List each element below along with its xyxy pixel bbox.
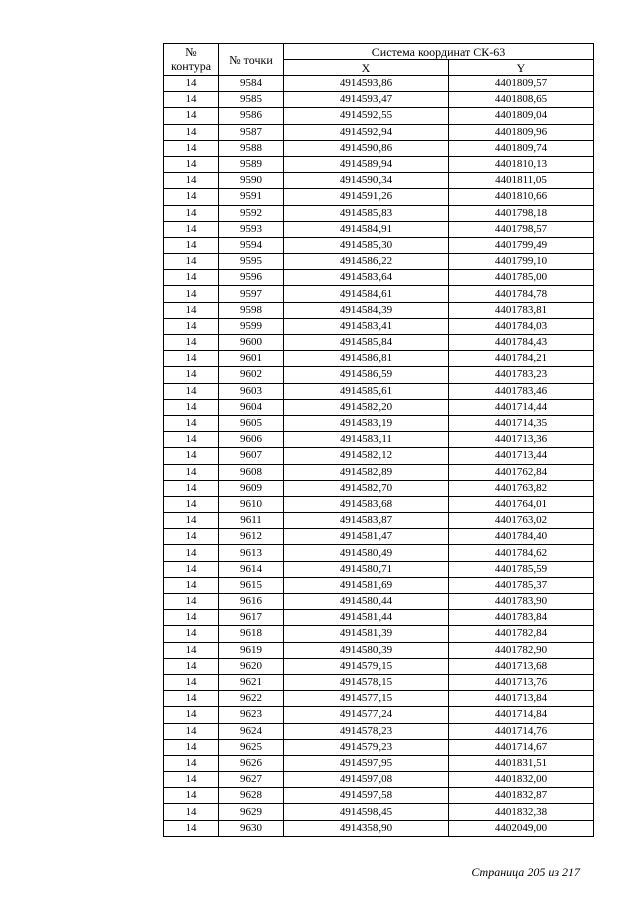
cell-contour: 14 bbox=[164, 642, 219, 658]
cell-point: 9600 bbox=[219, 335, 284, 351]
cell-contour: 14 bbox=[164, 577, 219, 593]
table-row bbox=[164, 383, 594, 399]
cell-point: 9621 bbox=[219, 674, 284, 690]
cell-x: 4914358,90 bbox=[284, 820, 449, 836]
cell-x: 4914597,95 bbox=[284, 755, 449, 771]
cell-x: 4914585,83 bbox=[284, 205, 449, 221]
cell-y: 4402049,00 bbox=[449, 820, 594, 836]
cell-point: 9588 bbox=[219, 140, 284, 156]
cell-point: 9608 bbox=[219, 464, 284, 480]
cell-y: 4401713,36 bbox=[449, 432, 594, 448]
table-row bbox=[164, 302, 594, 318]
table-header bbox=[164, 44, 594, 76]
cell-y: 4401799,10 bbox=[449, 254, 594, 270]
cell-y: 4401713,44 bbox=[449, 448, 594, 464]
cell-y: 4401811,05 bbox=[449, 173, 594, 189]
cell-point: 9616 bbox=[219, 594, 284, 610]
page-number: 205 bbox=[527, 865, 546, 879]
table-row bbox=[164, 173, 594, 189]
cell-point: 9591 bbox=[219, 189, 284, 205]
cell-x: 4914590,34 bbox=[284, 173, 449, 189]
cell-contour: 14 bbox=[164, 383, 219, 399]
table-row bbox=[164, 577, 594, 593]
cell-x: 4914583,11 bbox=[284, 432, 449, 448]
cell-y: 4401713,68 bbox=[449, 658, 594, 674]
cell-contour: 14 bbox=[164, 76, 219, 92]
cell-contour: 14 bbox=[164, 496, 219, 512]
cell-contour: 14 bbox=[164, 772, 219, 788]
cell-y: 4401783,23 bbox=[449, 367, 594, 383]
cell-y: 4401783,46 bbox=[449, 383, 594, 399]
cell-y: 4401810,66 bbox=[449, 189, 594, 205]
cell-point: 9598 bbox=[219, 302, 284, 318]
cell-point: 9618 bbox=[219, 626, 284, 642]
cell-point: 9623 bbox=[219, 707, 284, 723]
cell-y: 4401784,21 bbox=[449, 351, 594, 367]
cell-y: 4401809,96 bbox=[449, 124, 594, 140]
cell-x: 4914597,58 bbox=[284, 788, 449, 804]
cell-contour: 14 bbox=[164, 189, 219, 205]
table-row bbox=[164, 92, 594, 108]
cell-point: 9625 bbox=[219, 739, 284, 755]
cell-y: 4401764,01 bbox=[449, 496, 594, 512]
cell-y: 4401784,03 bbox=[449, 318, 594, 334]
cell-x: 4914598,45 bbox=[284, 804, 449, 820]
table-row bbox=[164, 755, 594, 771]
table-row bbox=[164, 561, 594, 577]
table-row bbox=[164, 448, 594, 464]
cell-x: 4914586,22 bbox=[284, 254, 449, 270]
cell-x: 4914583,19 bbox=[284, 415, 449, 431]
cell-contour: 14 bbox=[164, 351, 219, 367]
cell-point: 9615 bbox=[219, 577, 284, 593]
cell-point: 9614 bbox=[219, 561, 284, 577]
table-row bbox=[164, 399, 594, 415]
of-word: из bbox=[548, 865, 559, 879]
cell-contour: 14 bbox=[164, 318, 219, 334]
cell-contour: 14 bbox=[164, 399, 219, 415]
cell-point: 9610 bbox=[219, 496, 284, 512]
cell-x: 4914582,70 bbox=[284, 480, 449, 496]
cell-x: 4914577,15 bbox=[284, 691, 449, 707]
cell-point: 9597 bbox=[219, 286, 284, 302]
cell-y: 4401714,76 bbox=[449, 723, 594, 739]
cell-point: 9628 bbox=[219, 788, 284, 804]
cell-point: 9624 bbox=[219, 723, 284, 739]
table-row bbox=[164, 140, 594, 156]
cell-contour: 14 bbox=[164, 221, 219, 237]
header-point-number: № точки bbox=[219, 44, 284, 76]
cell-contour: 14 bbox=[164, 674, 219, 690]
table-row bbox=[164, 432, 594, 448]
cell-y: 4401714,35 bbox=[449, 415, 594, 431]
table-row bbox=[164, 124, 594, 140]
table-row bbox=[164, 108, 594, 124]
table-row bbox=[164, 642, 594, 658]
cell-contour: 14 bbox=[164, 723, 219, 739]
cell-x: 4914581,47 bbox=[284, 529, 449, 545]
header-x: X bbox=[284, 60, 449, 76]
cell-contour: 14 bbox=[164, 739, 219, 755]
cell-contour: 14 bbox=[164, 286, 219, 302]
cell-contour: 14 bbox=[164, 156, 219, 172]
table-row bbox=[164, 804, 594, 820]
table-row bbox=[164, 367, 594, 383]
table-row bbox=[164, 545, 594, 561]
page-footer bbox=[471, 865, 580, 880]
cell-contour: 14 bbox=[164, 594, 219, 610]
cell-contour: 14 bbox=[164, 626, 219, 642]
header-coordinate-system: Система координат СК-63 bbox=[284, 44, 594, 60]
cell-y: 4401785,59 bbox=[449, 561, 594, 577]
cell-y: 4401713,76 bbox=[449, 674, 594, 690]
cell-point: 9604 bbox=[219, 399, 284, 415]
cell-point: 9607 bbox=[219, 448, 284, 464]
cell-y: 4401832,38 bbox=[449, 804, 594, 820]
table-row bbox=[164, 286, 594, 302]
table-row bbox=[164, 529, 594, 545]
table-row bbox=[164, 415, 594, 431]
cell-x: 4914580,39 bbox=[284, 642, 449, 658]
cell-contour: 14 bbox=[164, 254, 219, 270]
cell-point: 9586 bbox=[219, 108, 284, 124]
cell-x: 4914586,59 bbox=[284, 367, 449, 383]
cell-x: 4914580,44 bbox=[284, 594, 449, 610]
cell-contour: 14 bbox=[164, 691, 219, 707]
table-row bbox=[164, 707, 594, 723]
cell-x: 4914597,08 bbox=[284, 772, 449, 788]
page-word: Страница bbox=[471, 865, 525, 879]
cell-x: 4914582,12 bbox=[284, 448, 449, 464]
cell-x: 4914580,71 bbox=[284, 561, 449, 577]
cell-point: 9590 bbox=[219, 173, 284, 189]
table-row bbox=[164, 610, 594, 626]
cell-contour: 14 bbox=[164, 820, 219, 836]
cell-contour: 14 bbox=[164, 464, 219, 480]
table-row bbox=[164, 76, 594, 92]
cell-y: 4401809,04 bbox=[449, 108, 594, 124]
cell-point: 9620 bbox=[219, 658, 284, 674]
table-row bbox=[164, 772, 594, 788]
cell-point: 9622 bbox=[219, 691, 284, 707]
cell-contour: 14 bbox=[164, 755, 219, 771]
cell-point: 9617 bbox=[219, 610, 284, 626]
table-row bbox=[164, 156, 594, 172]
cell-y: 4401784,62 bbox=[449, 545, 594, 561]
cell-contour: 14 bbox=[164, 448, 219, 464]
cell-point: 9602 bbox=[219, 367, 284, 383]
cell-y: 4401809,57 bbox=[449, 76, 594, 92]
cell-y: 4401832,00 bbox=[449, 772, 594, 788]
table-row bbox=[164, 674, 594, 690]
cell-y: 4401810,13 bbox=[449, 156, 594, 172]
cell-point: 9626 bbox=[219, 755, 284, 771]
cell-x: 4914584,61 bbox=[284, 286, 449, 302]
table-row bbox=[164, 594, 594, 610]
cell-x: 4914593,47 bbox=[284, 92, 449, 108]
table-body bbox=[164, 76, 594, 837]
table-row bbox=[164, 237, 594, 253]
cell-point: 9584 bbox=[219, 76, 284, 92]
cell-x: 4914585,84 bbox=[284, 335, 449, 351]
cell-point: 9606 bbox=[219, 432, 284, 448]
cell-contour: 14 bbox=[164, 415, 219, 431]
cell-point: 9609 bbox=[219, 480, 284, 496]
cell-y: 4401784,43 bbox=[449, 335, 594, 351]
cell-contour: 14 bbox=[164, 545, 219, 561]
table-row bbox=[164, 189, 594, 205]
cell-point: 9627 bbox=[219, 772, 284, 788]
cell-contour: 14 bbox=[164, 205, 219, 221]
cell-y: 4401784,78 bbox=[449, 286, 594, 302]
cell-point: 9592 bbox=[219, 205, 284, 221]
cell-contour: 14 bbox=[164, 529, 219, 545]
total-pages: 217 bbox=[562, 865, 580, 879]
cell-y: 4401783,90 bbox=[449, 594, 594, 610]
cell-contour: 14 bbox=[164, 610, 219, 626]
cell-x: 4914593,86 bbox=[284, 76, 449, 92]
cell-x: 4914585,61 bbox=[284, 383, 449, 399]
cell-point: 9603 bbox=[219, 383, 284, 399]
cell-y: 4401763,02 bbox=[449, 513, 594, 529]
table-row bbox=[164, 658, 594, 674]
cell-y: 4401785,00 bbox=[449, 270, 594, 286]
cell-point: 9601 bbox=[219, 351, 284, 367]
coordinates-table bbox=[163, 43, 594, 837]
table-row bbox=[164, 205, 594, 221]
table-row bbox=[164, 254, 594, 270]
cell-point: 9594 bbox=[219, 237, 284, 253]
cell-contour: 14 bbox=[164, 302, 219, 318]
cell-y: 4401785,37 bbox=[449, 577, 594, 593]
cell-point: 9589 bbox=[219, 156, 284, 172]
table-row bbox=[164, 820, 594, 836]
cell-x: 4914584,91 bbox=[284, 221, 449, 237]
cell-contour: 14 bbox=[164, 707, 219, 723]
cell-contour: 14 bbox=[164, 658, 219, 674]
table-row bbox=[164, 723, 594, 739]
cell-contour: 14 bbox=[164, 108, 219, 124]
cell-point: 9630 bbox=[219, 820, 284, 836]
cell-x: 4914579,15 bbox=[284, 658, 449, 674]
cell-x: 4914581,69 bbox=[284, 577, 449, 593]
cell-y: 4401763,82 bbox=[449, 480, 594, 496]
cell-point: 9612 bbox=[219, 529, 284, 545]
cell-y: 4401809,74 bbox=[449, 140, 594, 156]
header-contour-number: № контура bbox=[164, 44, 219, 76]
cell-x: 4914583,64 bbox=[284, 270, 449, 286]
cell-x: 4914592,94 bbox=[284, 124, 449, 140]
cell-y: 4401714,44 bbox=[449, 399, 594, 415]
cell-contour: 14 bbox=[164, 270, 219, 286]
cell-y: 4401783,84 bbox=[449, 610, 594, 626]
cell-y: 4401714,67 bbox=[449, 739, 594, 755]
cell-x: 4914592,55 bbox=[284, 108, 449, 124]
cell-point: 9619 bbox=[219, 642, 284, 658]
cell-contour: 14 bbox=[164, 237, 219, 253]
table-row bbox=[164, 788, 594, 804]
table-row bbox=[164, 318, 594, 334]
cell-y: 4401782,90 bbox=[449, 642, 594, 658]
cell-x: 4914583,41 bbox=[284, 318, 449, 334]
table-row bbox=[164, 496, 594, 512]
cell-point: 9595 bbox=[219, 254, 284, 270]
cell-contour: 14 bbox=[164, 480, 219, 496]
cell-point: 9629 bbox=[219, 804, 284, 820]
cell-x: 4914583,87 bbox=[284, 513, 449, 529]
table-row bbox=[164, 464, 594, 480]
table-row bbox=[164, 351, 594, 367]
cell-point: 9587 bbox=[219, 124, 284, 140]
cell-contour: 14 bbox=[164, 788, 219, 804]
cell-contour: 14 bbox=[164, 804, 219, 820]
table-row bbox=[164, 691, 594, 707]
cell-y: 4401832,87 bbox=[449, 788, 594, 804]
cell-x: 4914581,39 bbox=[284, 626, 449, 642]
cell-y: 4401798,18 bbox=[449, 205, 594, 221]
cell-point: 9599 bbox=[219, 318, 284, 334]
cell-x: 4914579,23 bbox=[284, 739, 449, 755]
cell-point: 9605 bbox=[219, 415, 284, 431]
cell-x: 4914586,81 bbox=[284, 351, 449, 367]
cell-x: 4914585,30 bbox=[284, 237, 449, 253]
table-row bbox=[164, 513, 594, 529]
cell-point: 9613 bbox=[219, 545, 284, 561]
cell-point: 9585 bbox=[219, 92, 284, 108]
cell-x: 4914578,15 bbox=[284, 674, 449, 690]
cell-y: 4401831,51 bbox=[449, 755, 594, 771]
table-row bbox=[164, 270, 594, 286]
cell-x: 4914583,68 bbox=[284, 496, 449, 512]
cell-y: 4401782,84 bbox=[449, 626, 594, 642]
cell-x: 4914580,49 bbox=[284, 545, 449, 561]
cell-x: 4914582,89 bbox=[284, 464, 449, 480]
cell-x: 4914581,44 bbox=[284, 610, 449, 626]
cell-x: 4914589,94 bbox=[284, 156, 449, 172]
header-y: Y bbox=[449, 60, 594, 76]
cell-contour: 14 bbox=[164, 335, 219, 351]
cell-y: 4401762,84 bbox=[449, 464, 594, 480]
cell-contour: 14 bbox=[164, 432, 219, 448]
cell-contour: 14 bbox=[164, 124, 219, 140]
table-row bbox=[164, 480, 594, 496]
table-row bbox=[164, 221, 594, 237]
cell-point: 9593 bbox=[219, 221, 284, 237]
cell-x: 4914591,26 bbox=[284, 189, 449, 205]
cell-contour: 14 bbox=[164, 367, 219, 383]
cell-y: 4401798,57 bbox=[449, 221, 594, 237]
cell-y: 4401808,65 bbox=[449, 92, 594, 108]
table-row bbox=[164, 739, 594, 755]
cell-contour: 14 bbox=[164, 561, 219, 577]
cell-contour: 14 bbox=[164, 140, 219, 156]
cell-x: 4914578,23 bbox=[284, 723, 449, 739]
cell-y: 4401714,84 bbox=[449, 707, 594, 723]
table-row bbox=[164, 626, 594, 642]
cell-contour: 14 bbox=[164, 513, 219, 529]
cell-y: 4401713,84 bbox=[449, 691, 594, 707]
cell-point: 9611 bbox=[219, 513, 284, 529]
cell-x: 4914590,86 bbox=[284, 140, 449, 156]
table-row bbox=[164, 335, 594, 351]
cell-y: 4401784,40 bbox=[449, 529, 594, 545]
cell-x: 4914582,20 bbox=[284, 399, 449, 415]
cell-y: 4401799,49 bbox=[449, 237, 594, 253]
cell-x: 4914584,39 bbox=[284, 302, 449, 318]
cell-contour: 14 bbox=[164, 92, 219, 108]
cell-contour: 14 bbox=[164, 173, 219, 189]
cell-y: 4401783,81 bbox=[449, 302, 594, 318]
cell-point: 9596 bbox=[219, 270, 284, 286]
cell-x: 4914577,24 bbox=[284, 707, 449, 723]
